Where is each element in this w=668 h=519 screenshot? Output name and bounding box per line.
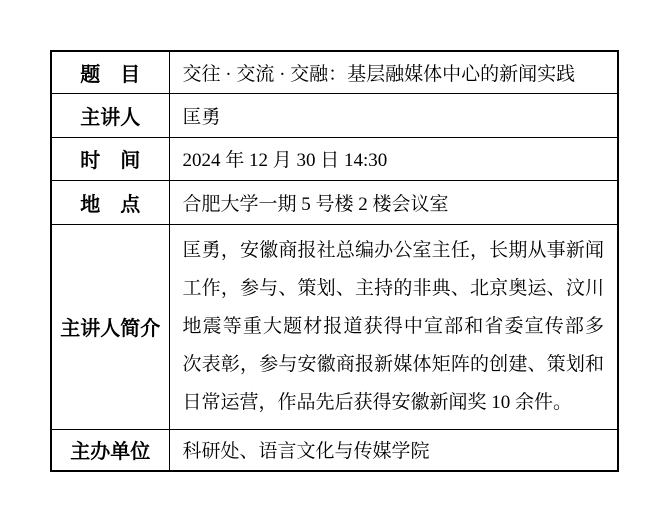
table-row-speaker-bio — [51, 224, 618, 429]
label-cell-organizer — [51, 429, 169, 471]
table-row-location — [51, 180, 618, 224]
table-row-title — [51, 51, 618, 93]
table-row-organizer — [51, 429, 618, 471]
bio-line: 地震等重大题材报道获得中宣部和省委宣传部多 — [182, 315, 604, 337]
value-cell-time — [169, 137, 618, 180]
bio-line: 次表彰，参与安徽商报新媒体矩阵的创建、策划和 — [182, 353, 604, 375]
bio-line: 匡勇，安徽商报社总编办公室主任，长期从事新闻 — [182, 239, 604, 261]
location-row-label: 地 点 — [80, 193, 141, 216]
location-row-value: 合肥大学一期 5 号楼 2 楼会议室 — [182, 193, 449, 215]
title-row-label: 题 目 — [80, 63, 141, 86]
label-cell-location — [51, 180, 169, 224]
table-row-speaker — [51, 93, 618, 137]
label-cell-title — [51, 51, 169, 93]
speaker-row-value: 匡勇 — [182, 106, 221, 128]
value-cell-title — [169, 51, 618, 93]
organizer-row-label: 主办单位 — [70, 441, 151, 464]
speaker-bio-row-label: 主讲人简介 — [60, 318, 161, 340]
time-row-value: 2024 年 12 月 30 日 14:30 — [182, 150, 388, 171]
label-cell-time — [51, 137, 169, 180]
title-row-value: 交往 · 交流 · 交融：基层融媒体中心的新闻实践 — [182, 63, 576, 85]
time-row-label: 时 间 — [80, 150, 141, 172]
value-cell-speaker-bio — [169, 224, 618, 429]
table-row-time — [51, 137, 618, 180]
value-cell-speaker — [169, 93, 618, 137]
label-cell-speaker — [51, 93, 169, 137]
value-cell-location — [169, 180, 618, 224]
bio-line: 工作，参与、策划、主持的非典、北京奥运、汶川 — [182, 277, 604, 299]
bio-line: 日常运营，作品先后获得安徽新闻奖 10 余件。 — [182, 391, 573, 413]
value-cell-organizer — [169, 429, 618, 471]
organizer-row-value: 科研处、语言文化与传媒学院 — [182, 441, 430, 463]
speaker-row-label: 主讲人 — [80, 106, 141, 129]
seminar-info-table — [50, 50, 619, 472]
label-cell-speaker-bio — [51, 224, 169, 429]
